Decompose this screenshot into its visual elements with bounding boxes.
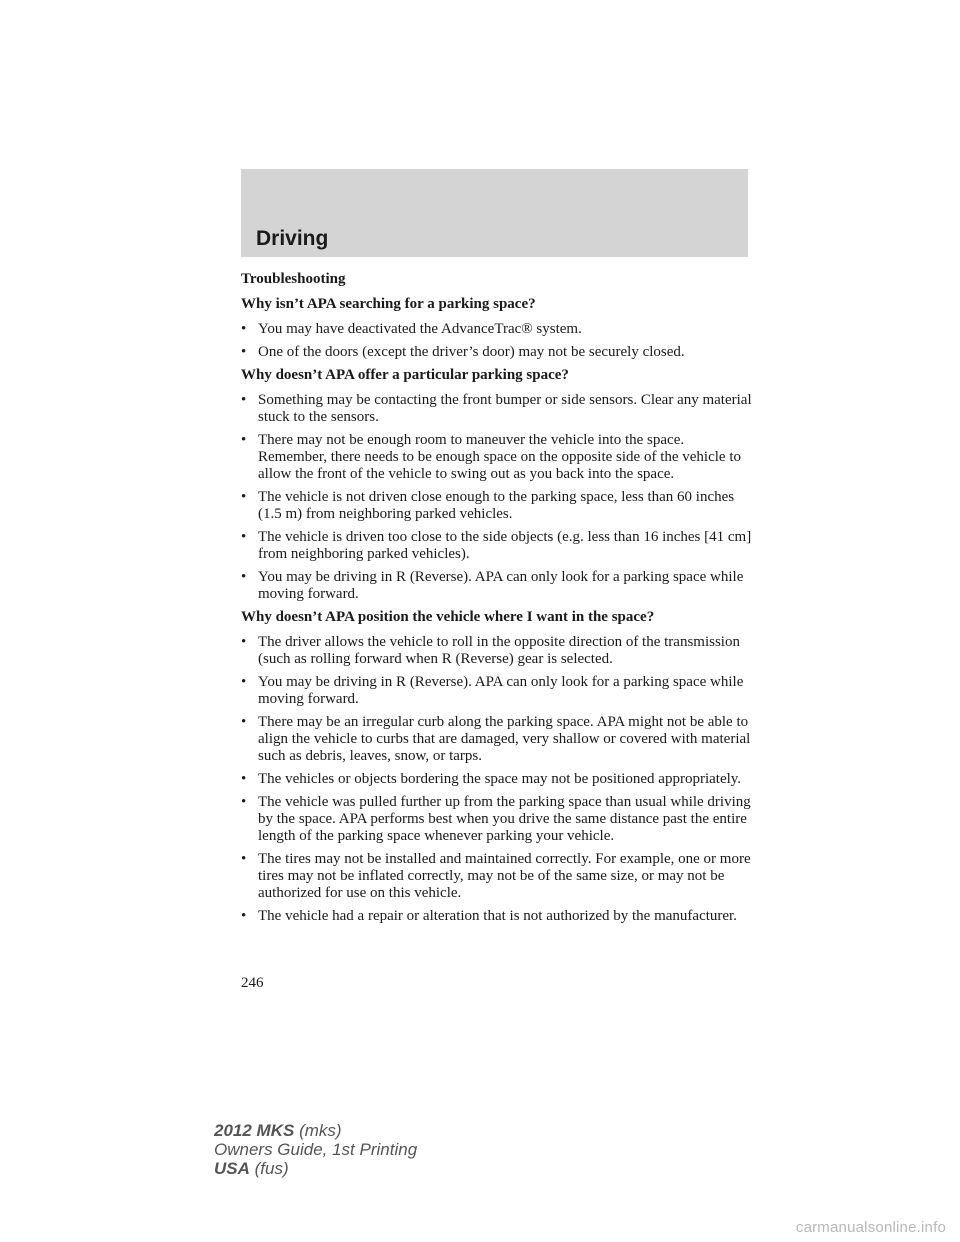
footer-line-market — [214, 1159, 417, 1178]
print-footer — [214, 1121, 417, 1178]
page-number: 246 — [241, 975, 264, 991]
footer-market-code: (fus) — [254, 1159, 289, 1178]
list-item: • The vehicle is not driven close enough to the parking space, less than 60 inches (1.5 m) from neighboring parked vehicles. — [241, 489, 753, 523]
page-content — [241, 271, 753, 931]
list-item: • Something may be contacting the front bumper or side sensors. Clear any material stuck to the sensors. — [241, 392, 753, 426]
list-item: • The vehicle had a repair or alteration that is not authorized by the manufacturer. — [241, 908, 753, 925]
list-item: • There may be an irregular curb along the parking space. APA might not be able to align the vehicle to curbs that are damaged, very shallow or covered with material such as debris, leaves, snow, or tarps. — [241, 714, 753, 765]
footer-line-model — [214, 1121, 417, 1140]
answer-list — [241, 392, 753, 603]
list-item: • The vehicle was pulled further up from the parking space than usual while driving by the space. APA performs best when you drive the same distance past the entire length of the parking space whenever parking your vehicle. — [241, 794, 753, 845]
list-item: • You may be driving in R (Reverse). APA can only look for a parking space while moving forward. — [241, 674, 753, 708]
section-title: Driving — [256, 227, 329, 250]
list-item: • There may not be enough room to maneuver the vehicle into the space. Remember, there needs to be enough space on the opposite side of the vehicle to allow the front of the vehicle to swing out as you back into the space. — [241, 432, 753, 483]
watermark-text: carmanualsonline.info — [795, 1219, 946, 1236]
list-item: • The tires may not be installed and maintained correctly. For example, one or more tires may not be inflated correctly, may not be of the same size, or may not be authorized for use on this vehicle. — [241, 851, 753, 902]
footer-market: USA — [214, 1159, 250, 1178]
troubleshooting-heading: Troubleshooting — [241, 271, 346, 287]
footer-model-year: 2012 MKS — [214, 1121, 295, 1140]
list-item: • The driver allows the vehicle to roll in the opposite direction of the transmission (such as rolling forward when R (Reverse) gear is selected. — [241, 634, 753, 668]
list-item: • You may have deactivated the AdvanceTrac® system. — [241, 321, 753, 338]
answer-list — [241, 634, 753, 925]
question-heading: Why doesn’t APA offer a particular parking space? — [241, 367, 569, 383]
question-heading: Why isn’t APA searching for a parking space? — [241, 296, 536, 312]
question-heading: Why doesn’t APA position the vehicle where I want in the space? — [241, 609, 655, 625]
list-item: • The vehicle is driven too close to the side objects (e.g. less than 16 inches [41 cm] from neighboring parked vehicles). — [241, 529, 753, 563]
list-item: • You may be driving in R (Reverse). APA can only look for a parking space while moving forward. — [241, 569, 753, 603]
answer-list — [241, 321, 753, 361]
list-item: • One of the doors (except the driver’s door) may not be securely closed. — [241, 344, 753, 361]
footer-line-edition: Owners Guide, 1st Printing — [214, 1140, 418, 1159]
list-item: • The vehicles or objects bordering the space may not be positioned appropriately. — [241, 771, 753, 788]
footer-model-code: (mks) — [299, 1121, 342, 1140]
